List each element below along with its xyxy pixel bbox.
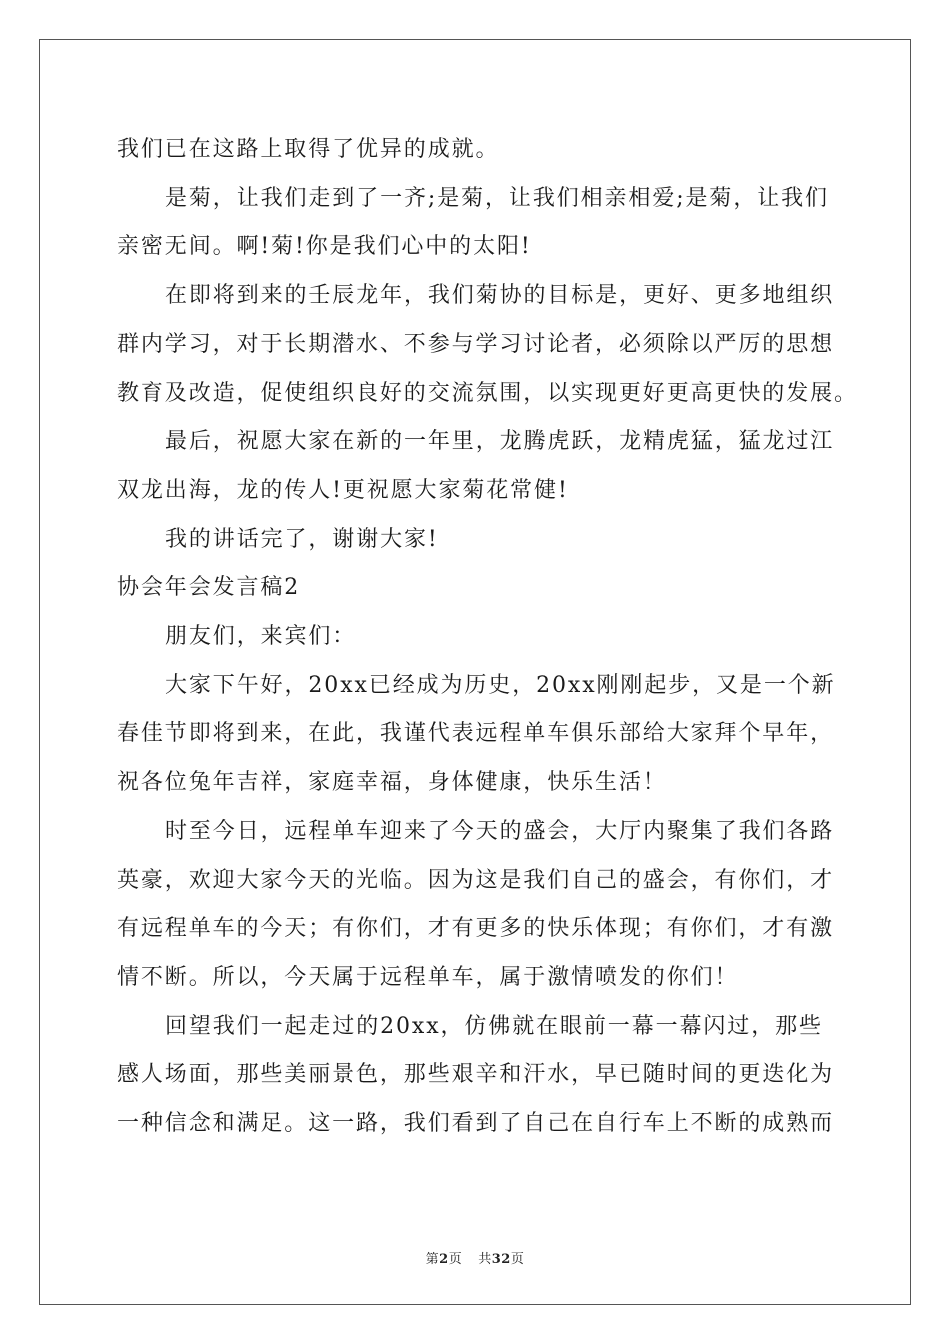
text-line: 回望我们一起走过的20xx，仿佛就在眼前一幕一幕闪过，那些 <box>165 1013 823 1039</box>
text-line: 我们已在这路上取得了优异的成就。 <box>117 137 500 162</box>
text-line: 祝各位兔年吉祥，家庭幸福，身体健康，快乐生活！ <box>117 770 667 796</box>
section-heading: 协会年会发言稿2 <box>117 575 301 601</box>
text-line: 朋友们，来宾们： <box>165 624 357 650</box>
page-number-suffix: 页 <box>448 1252 463 1267</box>
text-line: 我的讲话完了，谢谢大家! <box>165 526 439 552</box>
document-body <box>117 126 858 1149</box>
text-line: 春佳节即将到来，在此，我谨代表远程单车俱乐部给大家拜个早年， <box>117 721 835 747</box>
text-line: 双龙出海，龙的传人!更祝愿大家菊花常健! <box>117 477 569 503</box>
text-line: 感人场面，那些美丽景色，那些艰辛和汗水，早已随时间的更迭化为 <box>117 1062 835 1088</box>
text-line: 情不断。所以，今天属于远程单车，属于激情喷发的你们！ <box>117 964 739 990</box>
text-line: 有远程单车的今天；有你们，才有更多的快乐体现；有你们，才有激 <box>117 916 835 942</box>
page-total-suffix: 页 <box>510 1252 525 1267</box>
text-line: 最后，祝愿大家在新的一年里，龙腾虎跃，龙精虎猛，猛龙过江 <box>165 429 835 455</box>
text-line: 亲密无间。啊!菊!你是我们心中的太阳! <box>117 234 532 260</box>
text-line: 英豪，欢迎大家今天的光临。因为这是我们自己的盛会，有你们，才 <box>117 867 835 893</box>
page-number-prefix: 第 <box>425 1252 440 1267</box>
text-line: 时至今日，远程单车迎来了今天的盛会，大厅内聚集了我们各路 <box>165 818 835 844</box>
text-line: 在即将到来的壬辰龙年，我们菊协的目标是，更好、更多地组织 <box>165 283 835 309</box>
page-total: 32 <box>491 1252 511 1267</box>
text-line: 群内学习，对于长期潜水、不参与学习讨论者，必须除以严厉的思想 <box>117 331 835 357</box>
text-line: 一种信念和满足。这一路，我们看到了自己在自行车上不断的成熟而 <box>117 1111 835 1137</box>
page-total-prefix: 共 <box>478 1252 492 1267</box>
page-footer <box>0 1248 950 1267</box>
text-line: 大家下午好，20xx已经成为历史，20xx刚刚起步，又是一个新 <box>165 672 836 698</box>
text-line: 是菊，让我们走到了一齐;是菊，让我们相亲相爱;是菊，让我们 <box>165 185 829 211</box>
page-number-current: 2 <box>439 1252 449 1267</box>
text-line: 教育及改造，促使组织良好的交流氛围，以实现更好更高更快的发展。 <box>117 380 858 406</box>
